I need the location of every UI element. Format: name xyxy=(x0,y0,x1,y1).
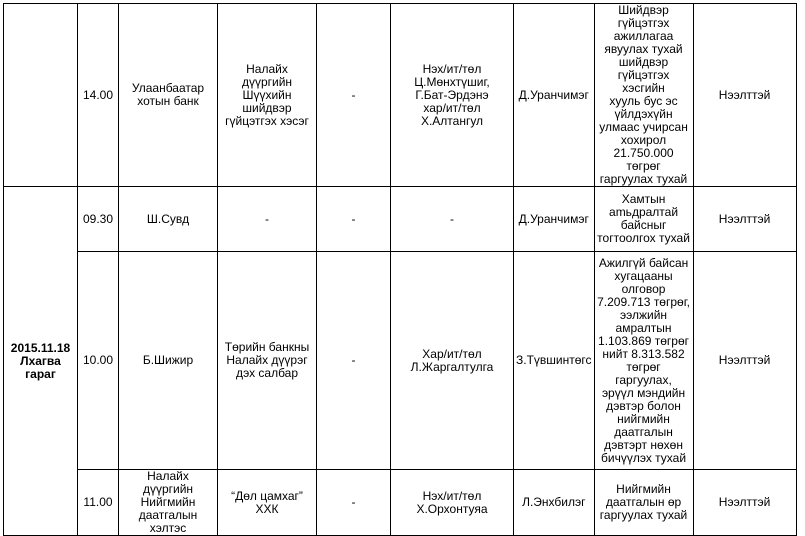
judge-cell: Д.Уранчимэг xyxy=(514,4,595,187)
subject-cell: Хамтын amьдралтай байсныг тогтоолгох тухай xyxy=(594,187,693,252)
table-row xyxy=(4,252,797,470)
judge-cell: З.Түвшинтөгс xyxy=(514,252,595,470)
court-cell: Налайх дүүргийн Шүүхийн шийдвэр гүйцэтгэх хэсэг xyxy=(218,4,317,187)
subject-cell: Ажилгүй байсан хугацааны олговор 7.209.713 төгрөг, ээлжийн амралтын 1.103.869 төгрөг нийт 8.313.582 төгрөг гаргуулах, эрүүл мэндийн дэвтэр болон нийгмийн даатгалын дэвтэрт нөхөн бичүүлэх тухай xyxy=(594,252,693,470)
party-cell: Б.Шижир xyxy=(119,252,218,470)
status-cell: Нээлттэй xyxy=(693,252,796,470)
dash-cell: - xyxy=(317,252,391,470)
party-cell: Налайх дүүргийн Нийгмийн даатгалын хэлтэс xyxy=(119,470,218,536)
representatives-cell: Нэх/ит/төл Х.Орхонтуяа xyxy=(391,470,514,536)
representatives-cell: Хар/ит/төл Л.Жаргалтулга xyxy=(391,252,514,470)
court-cell: “Дөл цамхаг” ХХК xyxy=(218,470,317,536)
subject-cell: Шийдвэр гүйцэтгэх ажиллагаа явуулах тухай шийдвэр гүйцэтгэх хэсгийн хууль бус эс үйлдэхүйн улмаас учирсан хохирол 21.750.000 төгрөг гаргуулах тухай xyxy=(594,4,693,187)
dash-cell: - xyxy=(317,187,391,252)
court-cell: Төрийн банкны Налайх дүүрэг дэх салбар xyxy=(218,252,317,470)
time-cell: 11.00 xyxy=(78,470,119,536)
table-row xyxy=(4,187,797,252)
judge-cell: Л.Энхбилэг xyxy=(514,470,595,536)
dash-cell: - xyxy=(317,470,391,536)
judge-cell: Д.Уранчимэг xyxy=(514,187,595,252)
date-cell xyxy=(4,4,78,187)
table-row xyxy=(4,470,797,536)
time-cell: 09.30 xyxy=(78,187,119,252)
representatives-cell: Нэх/ит/төл Ц.Мөнхтүшиг, Г.Бат-Эрдэнэ хар/ит/төл Х.Алтангул xyxy=(391,4,514,187)
hearing-schedule-table xyxy=(3,3,797,536)
court-cell: - xyxy=(218,187,317,252)
table-row xyxy=(4,4,797,187)
date-cell: 2015.11.18 Лхагва гараг xyxy=(4,187,78,536)
status-cell: Нээлттэй xyxy=(693,470,796,536)
party-cell: Ш.Сувд xyxy=(119,187,218,252)
party-cell: Улаанбаатар хотын банк xyxy=(119,4,218,187)
time-cell: 10.00 xyxy=(78,252,119,470)
status-cell: Нээлттэй xyxy=(693,4,796,187)
status-cell: Нээлттэй xyxy=(693,187,796,252)
time-cell: 14.00 xyxy=(78,4,119,187)
dash-cell: - xyxy=(317,4,391,187)
representatives-cell: - xyxy=(391,187,514,252)
subject-cell: Нийгмийн даатгалын өр гаргуулах тухай xyxy=(594,470,693,536)
